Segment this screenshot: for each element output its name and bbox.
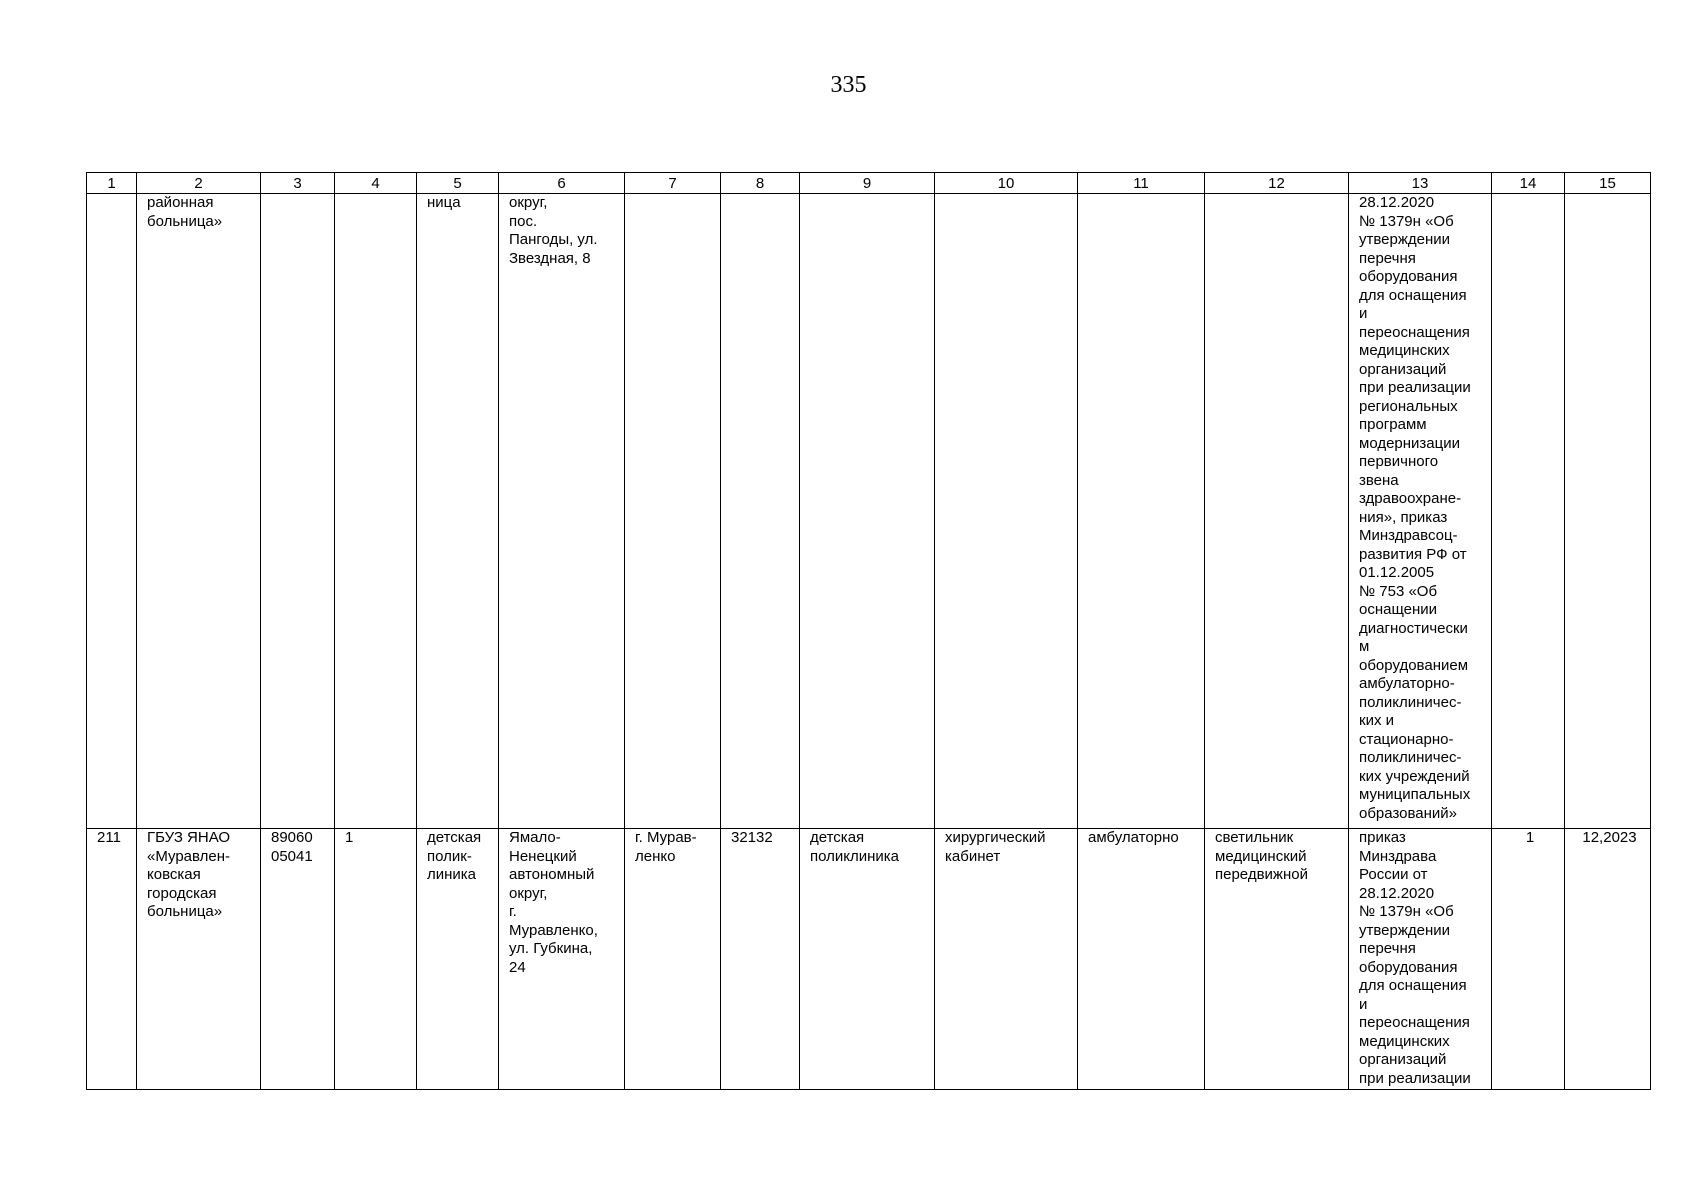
column-header: 12	[1205, 173, 1349, 194]
cell-row-number: 211	[87, 829, 137, 1090]
cell-code: 89060 05041	[261, 829, 335, 1090]
cell-room: хирургический кабинет	[935, 829, 1078, 1090]
cell-row-number	[87, 194, 137, 829]
cell-quantity-units: 1	[335, 829, 417, 1090]
cell-equipment-count: 1	[1492, 829, 1565, 1090]
cell-address: округ, пос. Пангоды, ул. Звездная, 8	[499, 194, 625, 829]
column-header: 11	[1078, 173, 1205, 194]
cell-regulation: 28.12.2020 № 1379н «Об утверждении перечня оборудования для оснащения и переоснащения медицинских организаций при реализации региональных программ модернизации первичного звена здравоохране- ния», приказ Минздравсоц- развития РФ от 01.12.2005 № 753 «Об оснащении диагностически м оборудованием амбулаторно- поликлиничес- ких и стационарно- поликлиничес- ких учреждений муниципальных образований»	[1349, 194, 1492, 829]
column-header: 14	[1492, 173, 1565, 194]
column-header: 13	[1349, 173, 1492, 194]
column-header: 15	[1565, 173, 1651, 194]
cell-date: 12,2023	[1565, 829, 1651, 1090]
column-header: 2	[137, 173, 261, 194]
cell-regulation: приказ Минздрава России от 28.12.2020 № 1379н «Об утверждении перечня оборудования для оснащения и переоснащения медицинских организаций при реализации	[1349, 829, 1492, 1090]
column-header: 9	[800, 173, 935, 194]
cell-equipment	[1205, 194, 1349, 829]
column-header: 1	[87, 173, 137, 194]
table-row-211	[87, 829, 1651, 1090]
cell-organization: ГБУЗ ЯНАО «Муравлен- ковская городская больница»	[137, 829, 261, 1090]
cell-organization: районная больница»	[137, 194, 261, 829]
header-row	[87, 173, 1651, 194]
cell-locality	[625, 194, 721, 829]
equipment-table	[86, 172, 1651, 1090]
cell-quantity-units	[335, 194, 417, 829]
cell-care-condition	[1078, 194, 1205, 829]
cell-locality-code	[721, 194, 800, 829]
cell-equipment: светильник медицинский передвижной	[1205, 829, 1349, 1090]
cell-address: Ямало- Ненецкий автономный округ, г. Муравленко, ул. Губкина, 24	[499, 829, 625, 1090]
cell-code	[261, 194, 335, 829]
cell-locality: г. Мурав- ленко	[625, 829, 721, 1090]
table-row-continued	[87, 194, 1651, 829]
column-header: 8	[721, 173, 800, 194]
cell-subdivision: детская поликлиника	[800, 829, 935, 1090]
column-header: 4	[335, 173, 417, 194]
page-number: 335	[830, 72, 867, 98]
column-header: 6	[499, 173, 625, 194]
cell-locality-code: 32132	[721, 829, 800, 1090]
cell-unit-type: детская полик- линика	[417, 829, 499, 1090]
cell-subdivision	[800, 194, 935, 829]
cell-equipment-count	[1492, 194, 1565, 829]
cell-date	[1565, 194, 1651, 829]
cell-unit-type: ница	[417, 194, 499, 829]
column-header: 3	[261, 173, 335, 194]
column-header: 10	[935, 173, 1078, 194]
column-header: 5	[417, 173, 499, 194]
cell-room	[935, 194, 1078, 829]
cell-care-condition: амбулаторно	[1078, 829, 1205, 1090]
column-header: 7	[625, 173, 721, 194]
